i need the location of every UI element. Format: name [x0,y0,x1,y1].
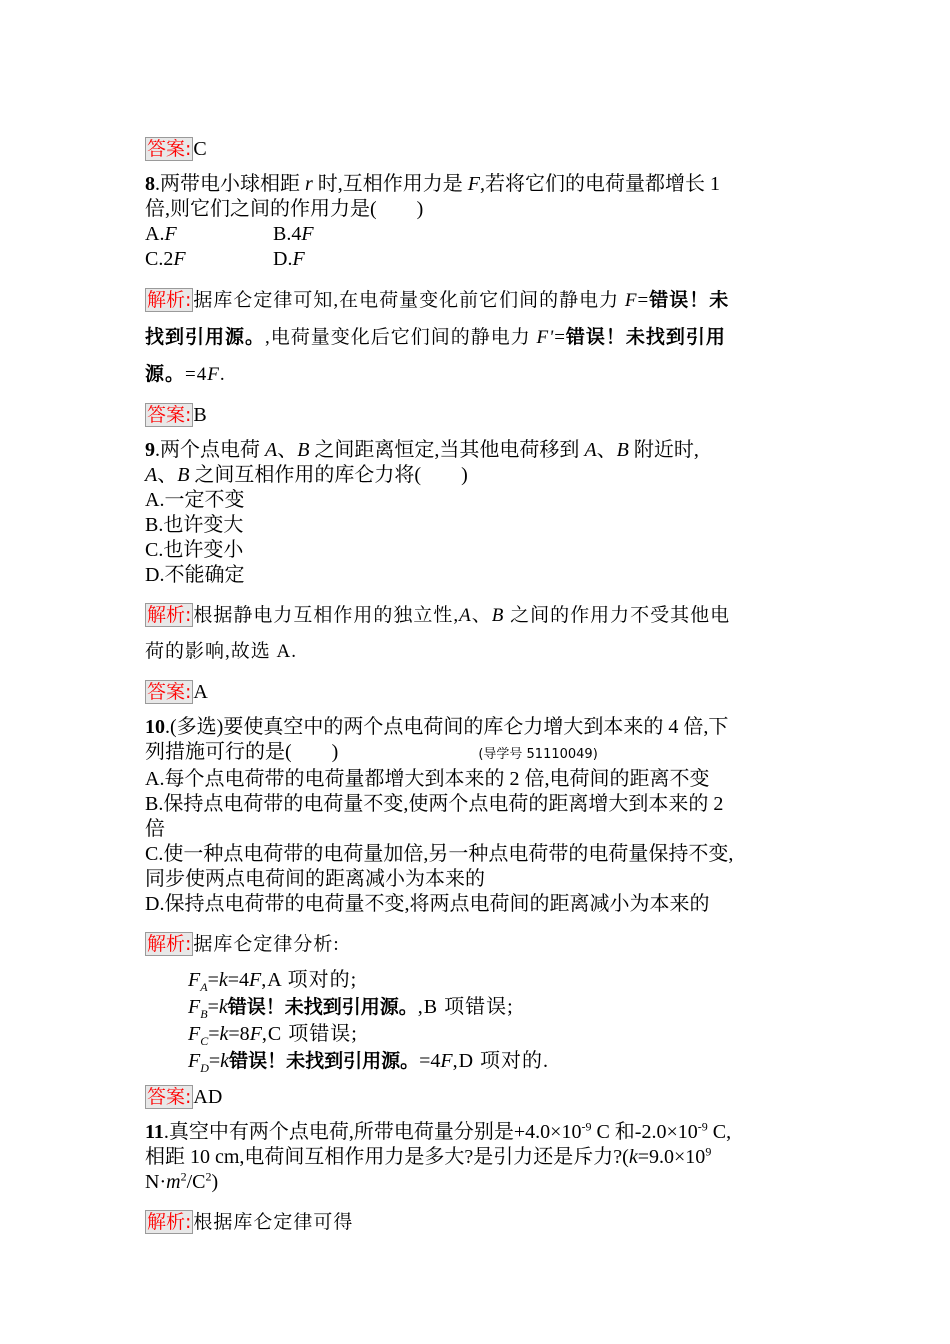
q9-analysis: 解析: 根据静电力互相作用的独立性,A、B 之间的作用力不受其他电 荷的影响,故选 A. [145,604,731,662]
question-stem-line: 相距 10 cm,电荷间互相作用力是多大?是引力还是斥力$?(k=9.0\times 10^9$ [145,1144,712,1168]
reference-error: 错误！未找到引用源。 [227,996,418,1018]
reference-error: 错误！未找到引用源。 [229,1050,420,1072]
option-c-cont: 同步使两点电荷间的距离减小为本来的 [145,868,485,890]
question-number: 11 [145,1121,164,1143]
option-d: D.F [273,248,305,270]
question-stem-line: 10.(多选)要使真空中的两个点电荷间的库仑力增大到本来的 4 倍,下 [145,716,729,738]
question-11 [145,1120,813,1195]
option-a: A.一定不变 [145,489,245,511]
answer-tag: 答案: [147,138,192,160]
question-number: 9 [145,439,155,461]
document-body [145,135,813,1241]
options-row [145,222,813,247]
answer-value: AD [193,1086,223,1108]
answer-tag: 答案: [147,404,192,426]
option-a: A.F [145,223,177,245]
question-stem-line: 11.真空中有两个点电荷,所带电荷量分别是$+4.0\times 10^{-9}$ C 和$-2.0\times 10^{-9}$ C, [145,1119,732,1143]
reference-error: 源。 [145,363,186,385]
q10-answer-line [145,1085,813,1110]
answer-tag: 答案: [147,1086,192,1108]
q8-analysis: 解析: 据库仑定律可知,在电荷量变化前它们间的静电力 F=错误！未 找到引用源。,电荷量变化后它们间的静电力 F'=错误！未找到引用 源。=4F. [145,289,730,385]
analysis-tag: 解析: [147,604,192,626]
option-b: B.4F [273,223,314,245]
option-c: C.2F [145,248,186,270]
q8-answer-line [145,403,813,428]
formula-line: $F_B=k$错误！未找到引用源。,B 项错误; [188,996,514,1021]
analysis-tag: 解析: [147,289,192,311]
question-stem-line: A、B 之间互相作用的库仑力将( ) [145,464,468,486]
answer-tag: 答案: [147,681,192,703]
analysis-tag: 解析: [147,1211,192,1233]
q9-answer-line [145,680,813,705]
question-9 [145,438,813,588]
formula-line: $F_D=k$错误！未找到引用源。=4F,D 项对的. [188,1050,550,1075]
analysis-tag: 解析: [147,933,192,955]
reference-error: 错误！未找到引用 [565,326,726,348]
question-stem-line: 列措施可行的是( ) (导学号 51110049) [145,741,598,763]
question-stem-line: 8.两带电小球相距 r 时,互相作用力是 F,若将它们的电荷量都增长 1 [145,173,721,195]
reference-error: 错误！未 [649,289,730,311]
options-row [145,247,813,272]
question-stem-line: 9.两个点电荷 A、B 之间距离恒定,当其他电荷移到 A、B 附近时, [145,439,699,461]
answer-value: C [193,138,207,160]
question-number: 10 [145,716,165,738]
question-stem-line: 倍,则它们之间的作用力是( ) [145,198,424,220]
question-stem-line: $N\cdot m^2/C^2$) [145,1169,219,1193]
option-a: A.每个点电荷带的电荷量都增大到本来的 2 倍,电荷间的距离不变 [145,768,710,790]
option-c: C.也许变小 [145,539,244,561]
reference-number: (导学号 51110049) [478,747,598,762]
answer-value: A [193,681,208,703]
q11-analysis: 解析: 根据库仑定律可得 [147,1211,354,1233]
question-10 [145,715,813,917]
reference-error: 找到引用源。 [145,326,266,348]
option-b: B.也许变大 [145,514,244,536]
q10-formulas [188,967,813,1075]
option-b-cont: 倍 [145,818,165,840]
q10-analysis: 解析: 据库仑定律分析: [147,933,340,955]
option-b: B.保持点电荷带的电荷量不变,使两个点电荷的距离增大到本来的 2 [145,793,724,815]
q7-answer-line [145,137,813,162]
option-d: D.不能确定 [145,564,245,586]
option-c: C.使一种点电荷带的电荷量加倍,另一种点电荷带的电荷量保持不变, [145,843,734,865]
formula-line: $F_C=k=8F,C$ 项错误; [188,1023,358,1048]
question-number: 8 [145,173,155,195]
option-d: D.保持点电荷带的电荷量不变,将两点电荷间的距离减小为本来的 [145,893,710,915]
question-8 [145,172,813,272]
formula-line: $F_A=k=4F,A$ 项对的; [188,969,358,994]
answer-value: B [193,404,207,426]
